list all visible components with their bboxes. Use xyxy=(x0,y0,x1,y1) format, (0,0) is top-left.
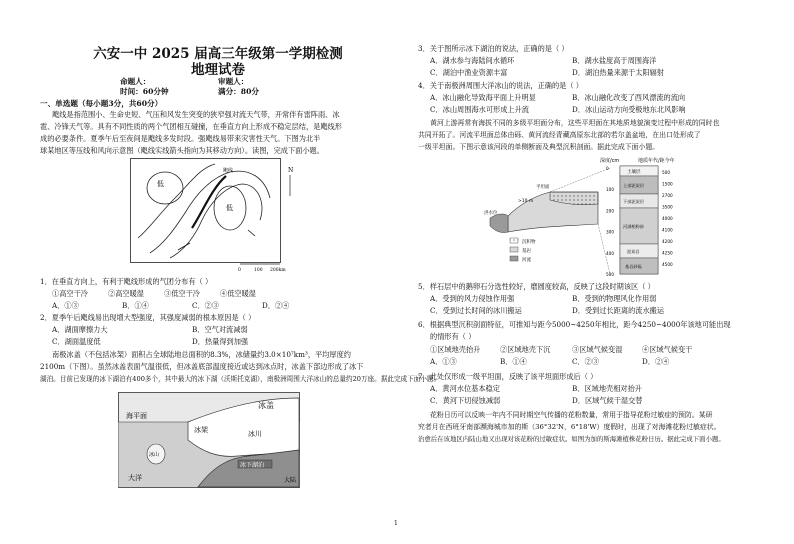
question-4-stem: 4．关于南极洲周围大洋冰山的说法，正确的是（ ） xyxy=(418,81,583,90)
q6-option: D．②④ xyxy=(642,357,670,366)
q6-item: ②区域地壳下沉 xyxy=(500,345,551,354)
q1-option: A．①③ xyxy=(52,301,79,310)
q2-option: D．热量得到加强 xyxy=(192,337,249,346)
flood-level-label: 洪水位 xyxy=(484,211,498,216)
q1-item: ④低空暖湿 xyxy=(220,289,256,298)
question-1-stem: 1．在垂直方向上，有利于飑线形成的气团分布有（ ） xyxy=(40,277,213,286)
flat-surface-label: 平坦面 xyxy=(536,185,550,190)
reviewer-label: 审题人： xyxy=(218,77,249,86)
age-tick-label: 4000 xyxy=(662,216,673,221)
q5-option: B．受到的物理风化作用弱 xyxy=(572,294,657,303)
q1-option: C．②③ xyxy=(192,301,220,310)
question-5-stem: 5．样石层中的鹅卵石分选性较好，磨圆度较高，反映了这段时期该区（ ） xyxy=(418,282,655,291)
ocean-label: 大洋 xyxy=(128,474,142,482)
page-title: 六安一中 2025 届高三年级第一学期检测 xyxy=(93,46,343,62)
section-heading: 一、单选题（每小题3分，共60分） xyxy=(40,99,163,108)
legend-river-swatch xyxy=(510,256,518,261)
exam-time: 时间：60分钟 xyxy=(120,87,169,96)
intro4-line: 究者月在西班牙南部濒海城市加的斯（36°32'N，6°18'W）度假时，出现了对海滩花粉过敏症状。 xyxy=(418,423,721,431)
q3-option: B．湖水盐度高于周围海洋 xyxy=(572,56,657,65)
q1-item: ①高空干冷 xyxy=(52,289,88,298)
depth-tick-label: 0 xyxy=(606,166,609,171)
scale-tick-label: 200km xyxy=(270,268,286,273)
intro3-line: 一级平坦面。下图示意该河段的单侧断面及典型沉积剖面。据此完成下面小题。 xyxy=(418,143,660,151)
q7-option: B．区域地壳相对抬升 xyxy=(572,384,642,393)
iceberg-label: 冰山 xyxy=(149,452,160,458)
intro-line: 成的必要条件。夏季午后至夜间是飑线多发时段。强飑线易带来灾害性天气。下图为北半 xyxy=(40,134,321,143)
intro4-line: 花粉日历可以反映一年内不同时期空气传播的花粉数量，常用于指导花粉过敏症的预防。某研 xyxy=(430,411,713,419)
question-2-stem: 2．夏季午后飑线易出现增大型强度，其强度减弱的根本原因是（ ） xyxy=(40,313,256,322)
age-tick-label: 4250 xyxy=(662,250,673,256)
sea-level-label: 海平面 xyxy=(126,412,147,420)
q4-option: C．冰山周围海水可形成上升流 xyxy=(430,105,529,114)
q4-option: A．冰山融化导致海平面上升明显 xyxy=(430,93,536,102)
intro4-line: 治愈后在该地区内陆山地又出现对该花粉的过敏症状。如图为加的斯海滩植株花粉日历。据此完成下面小题。 xyxy=(418,435,725,443)
q5-option: C．受到过长时间的冰川搬运 xyxy=(430,306,522,315)
intro3-line: 黄河上游再常有海拔不同的多级平坦面分布，这些平坦面在其地质地貌演变过程中形成的同时也 xyxy=(430,119,720,127)
isobar-map xyxy=(130,158,300,273)
legend-bedrock-swatch xyxy=(510,247,518,252)
age-tick-label: 500 xyxy=(662,170,670,175)
age-tick-label: 1500 xyxy=(662,181,673,187)
age-tick-label: 4100 xyxy=(662,227,673,233)
intro2-line: 2100m（下图）。虽然冰盖表面气温很低，但冰盖底部温度接近或达到冰点时，冰盖下部边形成了冰下 xyxy=(40,362,364,371)
sandstone-label: 基岩砂砾 xyxy=(625,264,642,269)
legend-sediment-swatch xyxy=(510,238,518,243)
intro-line: 球某地区等压线和风向示意图（飑线实线箭头指向为其移动方向）。读图，完成下面小题。 xyxy=(40,146,324,155)
age-ticks xyxy=(662,170,673,267)
lower-peat-label: 下部泥炭层 xyxy=(623,199,644,204)
antarctic-ice-figure xyxy=(118,392,300,488)
depth-tick-label: 500 xyxy=(606,272,614,276)
q6-option: B．①④ xyxy=(500,357,527,366)
legend-bedrock-label: 基岩 xyxy=(522,249,531,254)
depth-ticks xyxy=(606,166,614,276)
q7-option: A．黄河水位基本稳定 xyxy=(430,384,500,393)
intro2-line: 湖泊。目前已发现的冰下湖泊有400多个，其中最大的冰下湖（沃斯托克湖），南极洲周围大洋冰山的总量约20万座。据此完成下面小题。 xyxy=(40,375,441,383)
peat-rock-label: 泥炭岩 xyxy=(627,249,640,254)
q1-item: ②高空暖湿 xyxy=(108,289,144,298)
q3-option: A．湖水参与海陆间水循环 xyxy=(430,56,515,65)
q6-option: A．①③ xyxy=(430,357,457,366)
intro-line: 飑线是指范围小、生命史短、气压和风发生突变的狭窄强对流天气带，开常伴有雷阵雨、冰 xyxy=(52,110,340,119)
author-label: 命题人： xyxy=(120,77,151,86)
q3-option: C．湖泊中渔业资源丰富 xyxy=(430,68,508,77)
squall-line-label: 飑线 xyxy=(223,168,234,174)
q5-option: D．受到过长距离的流水搬运 xyxy=(572,306,665,315)
page-subtitle: 地理试卷 xyxy=(191,62,245,78)
depth-tick-label: 300 xyxy=(606,229,614,235)
q2-option: C．湖面温度低 xyxy=(52,337,101,346)
depth-header: 深度/cm xyxy=(600,158,620,164)
age-tick-label: 2700 xyxy=(662,193,673,198)
map-low-label: 低 xyxy=(157,180,164,188)
age-tick-label: 4200 xyxy=(662,239,673,244)
ice-cap-label: 冰盖 xyxy=(258,401,274,410)
question-6-stem-cont: 的情形有（ ） xyxy=(430,332,476,341)
q4-option: B．冰山融化改变了西风漂流的流向 xyxy=(572,93,686,102)
page-number: 1 xyxy=(394,520,398,527)
q7-option: C．黄河下切侵蚀减弱 xyxy=(430,396,501,405)
q6-item: ③区域气候变湿 xyxy=(572,345,623,354)
lake-silt-label: 河湖相粉砂 xyxy=(623,224,644,229)
depth-tick-label: 100 xyxy=(606,187,614,193)
age-tick-label: 4500 xyxy=(662,262,673,267)
intro2-line: 南极冰盖（不包括冰架）面积占全球陆地总面积的8.3%，冰储量约3.0×10⁷km³，平均厚度约 xyxy=(52,350,351,359)
q1-option: D．②④ xyxy=(262,301,290,310)
elevation-label: >10 m xyxy=(518,199,534,204)
question-6-stem: 6．根据典型沉积剖面特征，可推知与距今5000~4250年相比，距今4250~4000年该地可能出现 xyxy=(418,320,731,329)
question-3-stem: 3．关于图所示冰下湖泊的说法，正确的是（ ） xyxy=(418,44,569,53)
age-tick-label: 3500 xyxy=(662,204,673,210)
upper-peat-label: 上部泥炭层 xyxy=(623,183,644,188)
q6-item: ①区域地壳抬升 xyxy=(430,345,481,354)
q6-option: C．②③ xyxy=(572,357,600,366)
q6-item: ④区域气候变干 xyxy=(642,345,693,354)
depth-tick-label: 200 xyxy=(606,208,614,214)
q1-item: ③低空干冷 xyxy=(164,289,200,298)
intro3-line: 共同开拓了。河流平坦面总体由砾、黄河流经青藏高原东北部的若尔盖盆地，在出口处形成了 xyxy=(418,131,701,139)
q1-option: B．①④ xyxy=(122,301,149,310)
legend-river-label: 河流 xyxy=(522,258,531,263)
glacier-label: 冰川 xyxy=(248,430,262,438)
map-low-label: 低 xyxy=(226,204,233,212)
soil-layer-label: 土壤层 xyxy=(627,170,641,175)
q2-option: A．湖面摩擦力大 xyxy=(52,325,108,334)
q5-option: A．受到的风力侵蚀作用强 xyxy=(430,294,515,303)
scale-tick-label: 100 xyxy=(254,268,263,273)
ice-shelf-label: 冰架 xyxy=(194,426,208,434)
north-label: N xyxy=(288,167,294,174)
q4-option: D．冰山运动方向受极地东北风影响 xyxy=(572,105,686,114)
question-7-stem: 7．此处仅形成一级平坦面，反映了该平坦面形成后（ ） xyxy=(418,372,598,381)
scale-tick-label: 0 xyxy=(238,268,241,273)
river-profile-figure xyxy=(480,154,690,276)
exam-score: 满分：80分 xyxy=(218,87,259,96)
subglacial-lake-label: 冰下湖泊 xyxy=(240,462,265,469)
land-label: 大陆 xyxy=(284,477,297,484)
depth-tick-label: 400 xyxy=(606,250,614,256)
intro-line: 雹、冷锋天气等。具有不同性质的两个气团相互碰撞，在垂直方向上形成不稳定层结，是飑线形 xyxy=(40,122,342,131)
q2-option: B．空气对流减弱 xyxy=(192,325,248,334)
q3-option: D．湖泊热量来源于太阳辐射 xyxy=(572,68,665,77)
q7-option: D．区域气候干湿交替 xyxy=(572,396,643,405)
age-header: 地质年代/距今年 xyxy=(638,158,675,164)
legend-sediment-label: 沉积物 xyxy=(522,240,536,245)
